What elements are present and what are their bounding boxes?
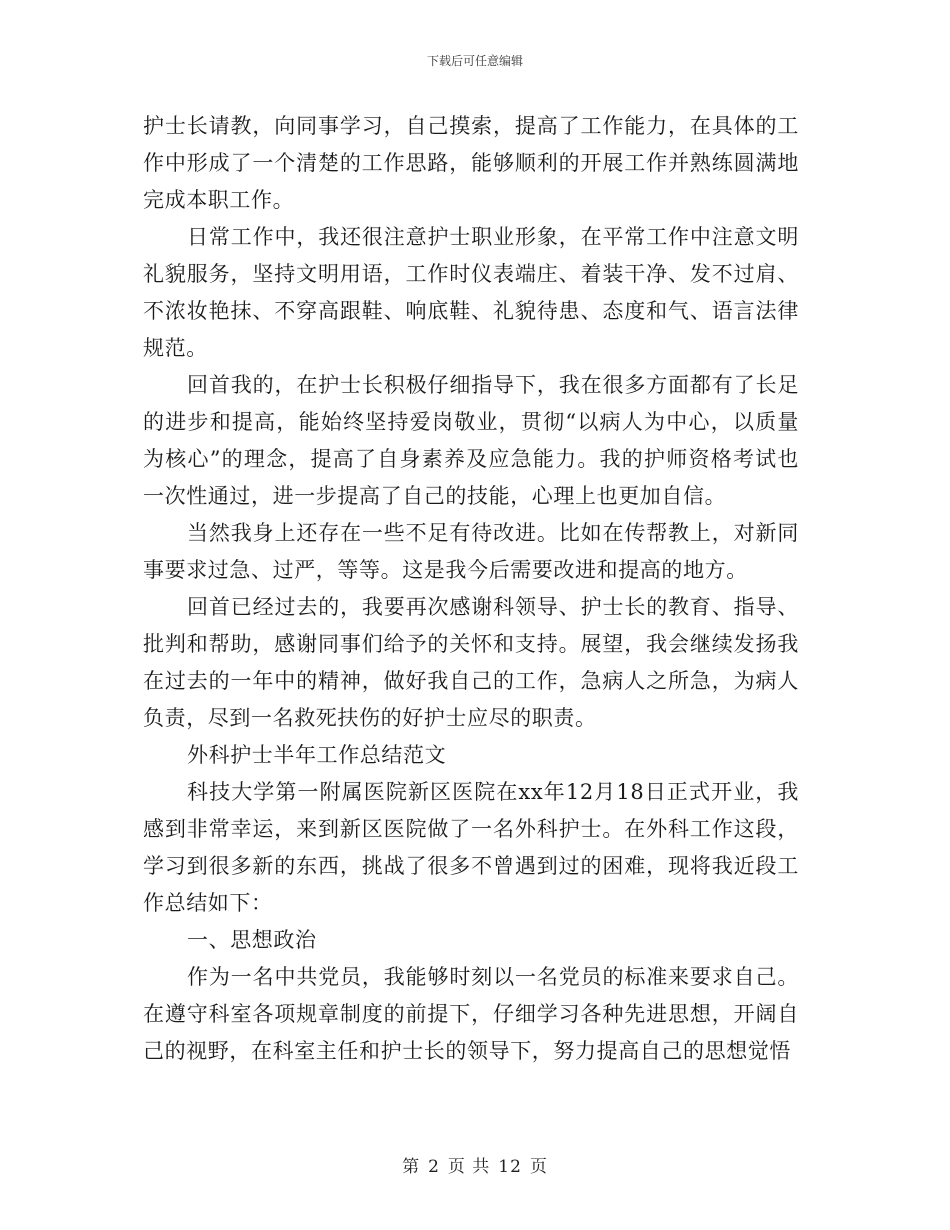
footer-middle: 页 共 bbox=[447, 1157, 491, 1177]
paragraph: 回首我的，在护士长积极仔细指导下，我在很多方面都有了长足的进步和提高，能始终坚持爱岗敬业，贯彻“以病人为中心，以质量为核心”的理念，提高了自身素养及应急能力。我的护师资格考试也一次性通过，进一步提高了自己的技能，心理上也更加自信。 bbox=[143, 373, 799, 508]
footer-total-pages: 12 bbox=[498, 1157, 522, 1177]
page-footer bbox=[0, 1152, 950, 1177]
paragraph: 科技大学第一附属医院新区医院在xx年12月18日正式开业，我感到非常幸运，来到新区医院做了一名外科护士。在外科工作这段，学习到很多新的东西，挑战了很多不曾遇到过的困难，现将我近段工作总结如下： bbox=[143, 780, 799, 915]
footer-suffix: 页 bbox=[529, 1157, 548, 1177]
footer-page-number: 2 bbox=[428, 1157, 440, 1177]
section-title: 外科护士半年工作总结范文 bbox=[187, 743, 447, 767]
paragraph: 日常工作中，我还很注意护士职业形象，在平常工作中注意文明礼貌服务，坚持文明用语，工作时仪表端庄、着装干净、发不过肩、不浓妆艳抹、不穿高跟鞋、响底鞋、礼貌待患、态度和气、语言法律规范。 bbox=[143, 225, 799, 360]
paragraph: 护士长请教，向同事学习，自己摸索，提高了工作能力，在具体的工作中形成了一个清楚的工作思路，能够顺利的开展工作并熟练圆满地完成本职工作。 bbox=[143, 114, 799, 212]
paragraph: 当然我身上还存在一些不足有待改进。比如在传帮教上，对新同事要求过急、过严，等等。这是我今后需要改进和提高的地方。 bbox=[143, 521, 799, 582]
document-body bbox=[143, 108, 799, 1070]
section-heading: 一、思想政治 bbox=[187, 928, 317, 952]
paragraph: 回首已经过去的，我要再次感谢科领导、护士长的教育、指导、批判和帮助，感谢同事们给予的关怀和支持。展望，我会继续发扬我在过去的一年中的精神，做好我自己的工作，急病人之所急，为病人负责，尽到一名救死扶伤的好护士应尽的职责。 bbox=[143, 595, 799, 730]
paragraph: 作为一名中共党员，我能够时刻以一名党员的标准来要求自己。在遵守科室各项规章制度的前提下，仔细学习各种先进思想，开阔自己的视野，在科室主任和护士长的领导下，努力提高自己的思想觉悟 bbox=[143, 965, 799, 1063]
footer-prefix: 第 bbox=[402, 1157, 421, 1177]
page-header: 下载后可任意编辑 bbox=[426, 54, 523, 68]
